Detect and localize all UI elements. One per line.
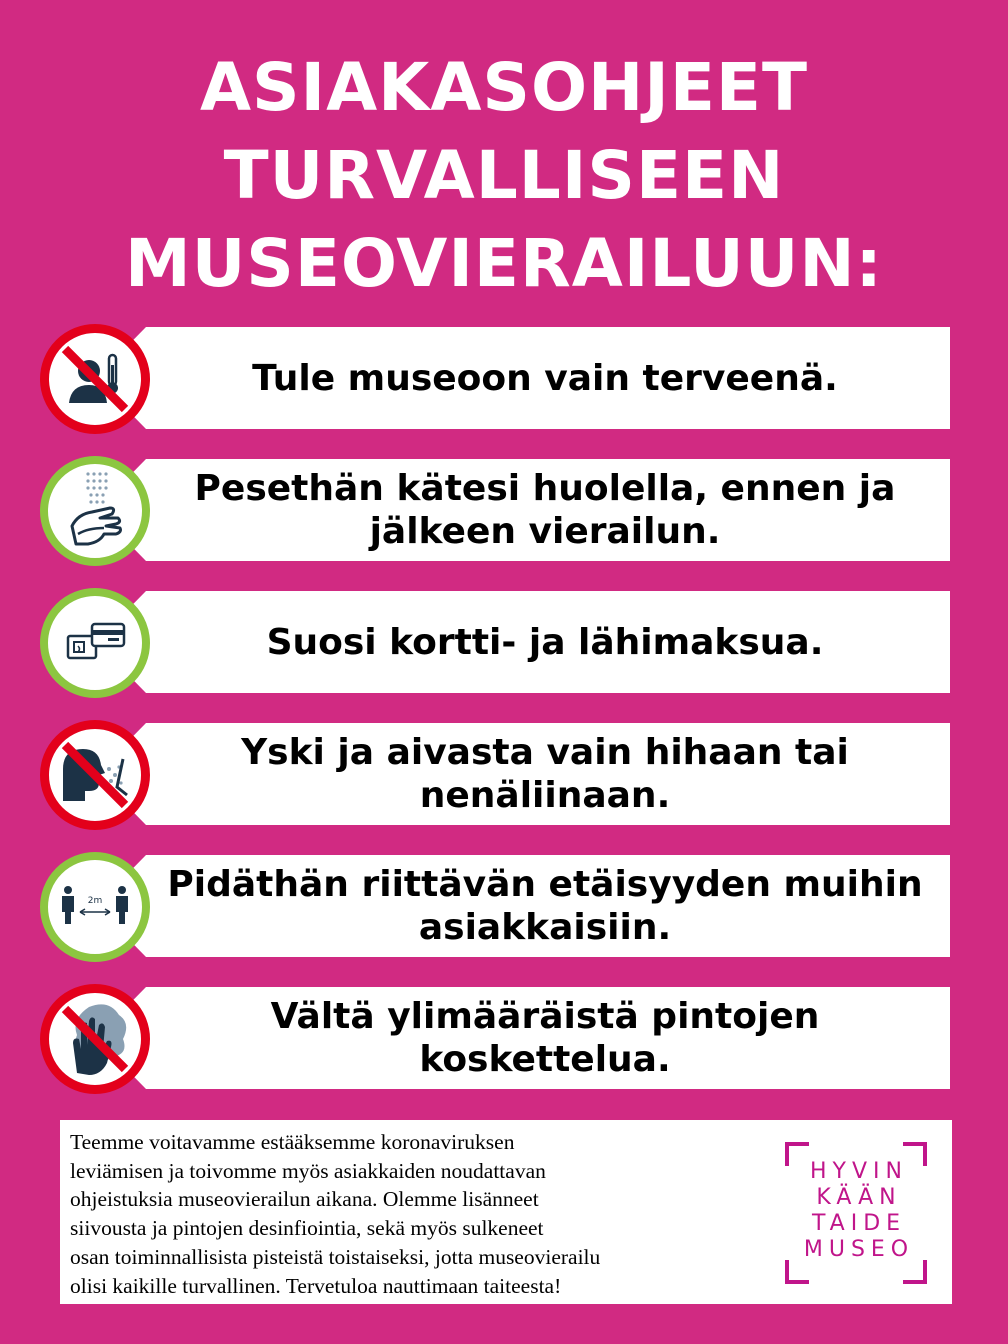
logo-corner xyxy=(785,1260,809,1284)
instruction-text xyxy=(150,591,940,693)
instruction-row xyxy=(0,723,1008,827)
footer-panel xyxy=(60,1120,952,1304)
title-line: TURVALLISEEN xyxy=(223,137,785,214)
footer-line: osan toiminnallisista pisteistä toistaiseksi, jotta museovierailu xyxy=(70,1244,601,1269)
prohibited-badge xyxy=(40,324,150,434)
footer-line: ohjeistuksia museovierailun aikana. Olemme lisänneet xyxy=(70,1187,539,1212)
instruction-row xyxy=(0,327,1008,431)
footer-line: Teemme voitavamme estääksemme koronaviruksen xyxy=(70,1130,515,1154)
instruction-text xyxy=(150,855,940,957)
instruction-line: nenäliinaan. xyxy=(419,775,671,816)
instruction-line: Suosi kortti- ja lähimaksua. xyxy=(266,621,824,663)
logo-line: TAIDE xyxy=(811,1211,907,1236)
logo-line: MUSEO xyxy=(803,1237,915,1262)
instruction-line: Pidäthän riittävän etäisyyden muihin xyxy=(167,864,923,905)
instruction-line: asiakkaisiin. xyxy=(418,907,672,948)
instruction-line: koskettelua. xyxy=(419,1039,671,1080)
allowed-badge xyxy=(40,852,150,962)
instruction-line: Tule museoon vain terveenä. xyxy=(252,357,838,399)
instruction-row xyxy=(0,855,1008,959)
instruction-row xyxy=(0,987,1008,1091)
logo-corner xyxy=(903,1260,927,1284)
footer-text xyxy=(70,1128,680,1300)
instruction-text xyxy=(150,459,940,561)
sick-person-thermometer-icon xyxy=(49,333,141,425)
instruction-text xyxy=(150,723,940,825)
instruction-text xyxy=(150,327,940,429)
instruction-line: jälkeen vierailun. xyxy=(369,511,721,552)
allowed-badge xyxy=(40,456,150,566)
sneeze-icon xyxy=(49,729,141,821)
museum-logo xyxy=(785,1142,927,1284)
footer-line: leviämisen ja toivomme myös asiakkaiden noudattavan xyxy=(70,1158,546,1183)
instruction-row xyxy=(0,459,1008,563)
prohibited-badge xyxy=(40,720,150,830)
prohibited-badge xyxy=(40,984,150,1094)
instruction-line: Yski ja aivasta vain hihaan tai xyxy=(241,732,849,773)
logo-line: KÄÄN xyxy=(816,1185,902,1210)
page-title xyxy=(0,44,1008,308)
touch-surface-icon xyxy=(49,993,141,1085)
footer-line: siivousta ja pintojen desinfiointia, sekä myös sulkeneet xyxy=(70,1216,544,1241)
hand-washing-icon xyxy=(48,464,142,558)
instruction-row xyxy=(0,591,1008,695)
footer-line: olisi kaikille turvallinen. Tervetuloa nauttimaan taiteesta! xyxy=(70,1273,562,1298)
social-distance-icon xyxy=(48,860,142,954)
distance-label: 2m xyxy=(87,896,103,906)
title-line: MUSEOVIERAILUUN: xyxy=(125,225,883,302)
instruction-line: Pesethän kätesi huolella, ennen ja xyxy=(194,468,896,509)
allowed-badge xyxy=(40,588,150,698)
logo-line: HYVIN xyxy=(810,1159,908,1184)
instruction-line: Vältä ylimääräistä pintojen xyxy=(270,996,820,1037)
card-payment-icon xyxy=(48,596,142,690)
title-line: ASIAKASOHJEET xyxy=(199,49,809,126)
instruction-text xyxy=(150,987,940,1089)
logo-text xyxy=(785,1159,927,1263)
